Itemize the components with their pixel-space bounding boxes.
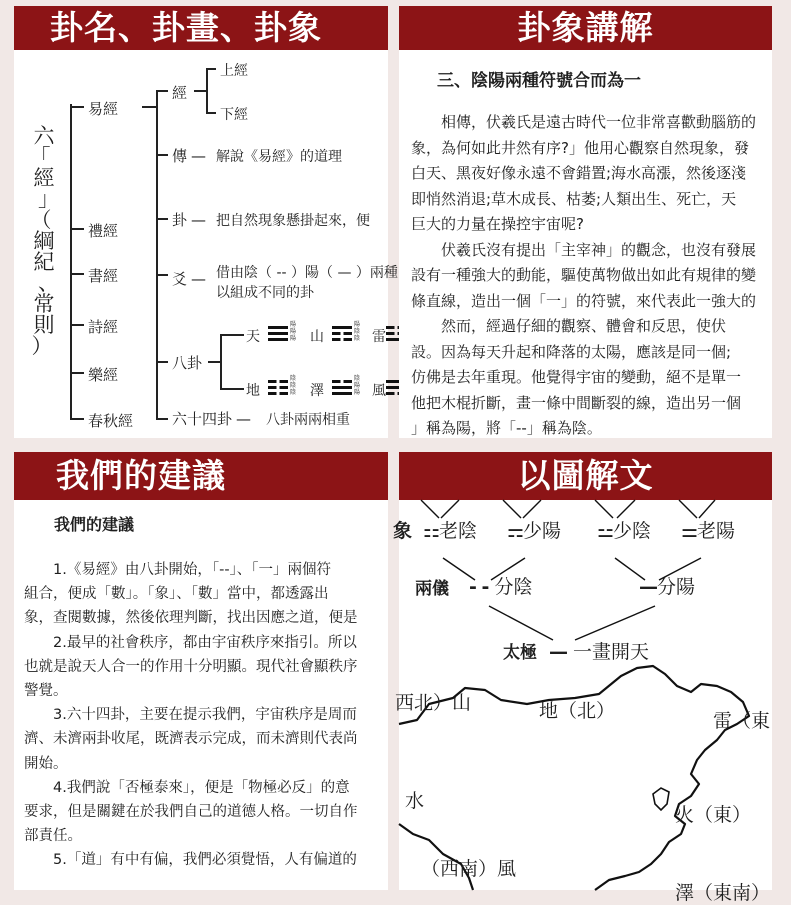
jing-label: 經 bbox=[172, 84, 188, 102]
zhuan-desc: 解說《易經》的道理 bbox=[216, 149, 342, 165]
upper-jing: 上經 bbox=[220, 63, 248, 79]
image-young-yin: ⚍少陰 bbox=[597, 520, 652, 542]
image-young-yang: ⚎少陽 bbox=[507, 520, 562, 542]
shan-yao-notes: 陽 陰 陰 bbox=[354, 321, 361, 342]
map-label-fire-east: 火（東） bbox=[675, 804, 752, 826]
trigram-label-lei: 雷 bbox=[372, 329, 386, 345]
tian-yao-notes: 陽 陽 陽 bbox=[290, 321, 297, 342]
section-subtitle: 我們的建議 bbox=[54, 515, 135, 534]
trigram-label-di: 地 bbox=[246, 383, 260, 399]
map-label-northwest: 西北）山 bbox=[395, 692, 472, 714]
trigram-label-tian: 天 bbox=[246, 329, 260, 345]
map-label-west: 水 bbox=[405, 790, 425, 812]
explanation-panel bbox=[399, 6, 772, 438]
taiji-desc: — 一畫開天 bbox=[549, 641, 650, 663]
lower-jing: 下經 bbox=[220, 107, 248, 123]
yang-division: —分陽 bbox=[639, 576, 696, 598]
book-chunqiu: 春秋經 bbox=[88, 412, 134, 430]
yin-division: - - 分陰 bbox=[469, 576, 533, 598]
ze-yao-notes: 陰 陽 陽 bbox=[354, 375, 361, 396]
map-label-southwest: （西南）風 bbox=[421, 858, 517, 880]
map-label-north: 地（北） bbox=[539, 700, 616, 722]
book-yijing: 易經 bbox=[88, 100, 119, 118]
map-label-east: 雷（東 bbox=[713, 710, 771, 732]
book-lijing: 禮經 bbox=[88, 222, 119, 240]
image-old-yang: ⚌老陽 bbox=[681, 520, 736, 542]
panel-title: 我們的建議 bbox=[14, 452, 388, 500]
advice-panel bbox=[14, 452, 388, 890]
diagram-panel bbox=[393, 452, 772, 904]
trigram-label-shan: 山 bbox=[310, 329, 324, 345]
qian-trigram-icon bbox=[268, 326, 288, 344]
xiang-label: 象 bbox=[393, 520, 413, 542]
six-classics-label: 六 「 經 」 （ 綱 紀 、 常 則 ） bbox=[29, 124, 59, 358]
panel-title: 卦象講解 bbox=[399, 6, 772, 50]
map-label-southeast: 澤（東南） bbox=[675, 882, 771, 904]
advice-text: 1.《易經》由八卦開始，「--」、「一」兩個符 組合，便成「數」。「象」、「數」當中，都透露出 象，查閱數據，然後依理判斷，找出因應之道，便是 2.最早的社會秩序，都由宇宙秩序來指引。所以 也就是說天人合一的作用十分明顯。現代社會顯秩序 警覺。 3.六十四卦，主要在提示我們，宇宙秩序是周而 濟、未濟兩卦收尾，既濟表示完成，而未濟則代表尚 開始。 4.我們說「否極泰來」，便是「物極必反」的意 要求，但是關鍵在於我們自己的道德人格。一切自作 部責任。 5.「道」有中有偏，我們必須覺悟，人有偏道的 bbox=[24, 562, 358, 869]
image-old-yin: ⚏老陰 bbox=[423, 520, 478, 542]
liangyi-label: 兩儀 bbox=[415, 579, 449, 599]
gua-label: 卦 — bbox=[172, 211, 207, 229]
gen-trigram-icon bbox=[332, 326, 352, 344]
trigram-label-feng: 風 bbox=[372, 383, 386, 399]
panel-title: 以圖解文 bbox=[399, 452, 772, 500]
section-subtitle: 三、陰陽兩種符號合而為一 bbox=[437, 71, 641, 91]
taiji-label: 太極 bbox=[503, 643, 537, 663]
gua-desc: 把自然現象懸掛起來，便 bbox=[216, 213, 370, 229]
yijing-bracket bbox=[156, 90, 158, 420]
yao-desc-1: 借由陰（ -- ）陽（ — ）兩種 bbox=[216, 265, 398, 281]
explanation-text: 相傳，伏羲氏是遠古時代一位非常喜歡動腦筋的 象，為何如此井然有序?」他用心觀察自然現象，發 白天、黑夜好像永遠不會錯置;海水高漲，然後逐淺 即悄然消退;草木成長、枯萎;人類出生、死亡，天 巨大的力量在操控宇宙呢? 伏羲氏沒有提出「主宰神」的觀念，也沒有發展 設有一種強大的動能，驅使萬物做出如此有規律的變 條直線，造出一個「一」的符號，來代表此一強大的 然而，經過仔細的觀察、體會和反思，使伏 設。因為每天升起和降落的太陽，應該是同一個; 仿佛是去年重現。他覺得宇宙的變動，絕不是單一 他把木棍折斷，畫一條中間斷裂的線，造出另一個 」稱為陽，將「--」稱為陰。 bbox=[411, 113, 757, 437]
book-yuejing: 樂經 bbox=[88, 366, 119, 384]
book-shujing: 書經 bbox=[88, 267, 119, 285]
kun-trigram-icon bbox=[268, 380, 288, 398]
panel-title: 卦名、卦畫、卦象 bbox=[14, 6, 388, 50]
trigram-label-ze: 澤 bbox=[310, 383, 324, 399]
dui-trigram-icon bbox=[332, 380, 352, 398]
bagua-label: 八卦 bbox=[172, 354, 203, 372]
sixtyfour-desc: 八卦兩兩相重 bbox=[266, 412, 350, 428]
di-yao-notes: 陰 陰 陰 bbox=[290, 375, 297, 396]
sixtyfour-label: 六十四卦 — bbox=[172, 410, 252, 428]
gua-names-panel bbox=[14, 6, 398, 438]
yao-desc-2: 以組成不同的卦 bbox=[216, 285, 314, 301]
yao-label: 爻 — bbox=[172, 270, 207, 288]
zhuan-label: 傳 — bbox=[172, 147, 207, 165]
book-shijing: 詩經 bbox=[88, 318, 119, 336]
